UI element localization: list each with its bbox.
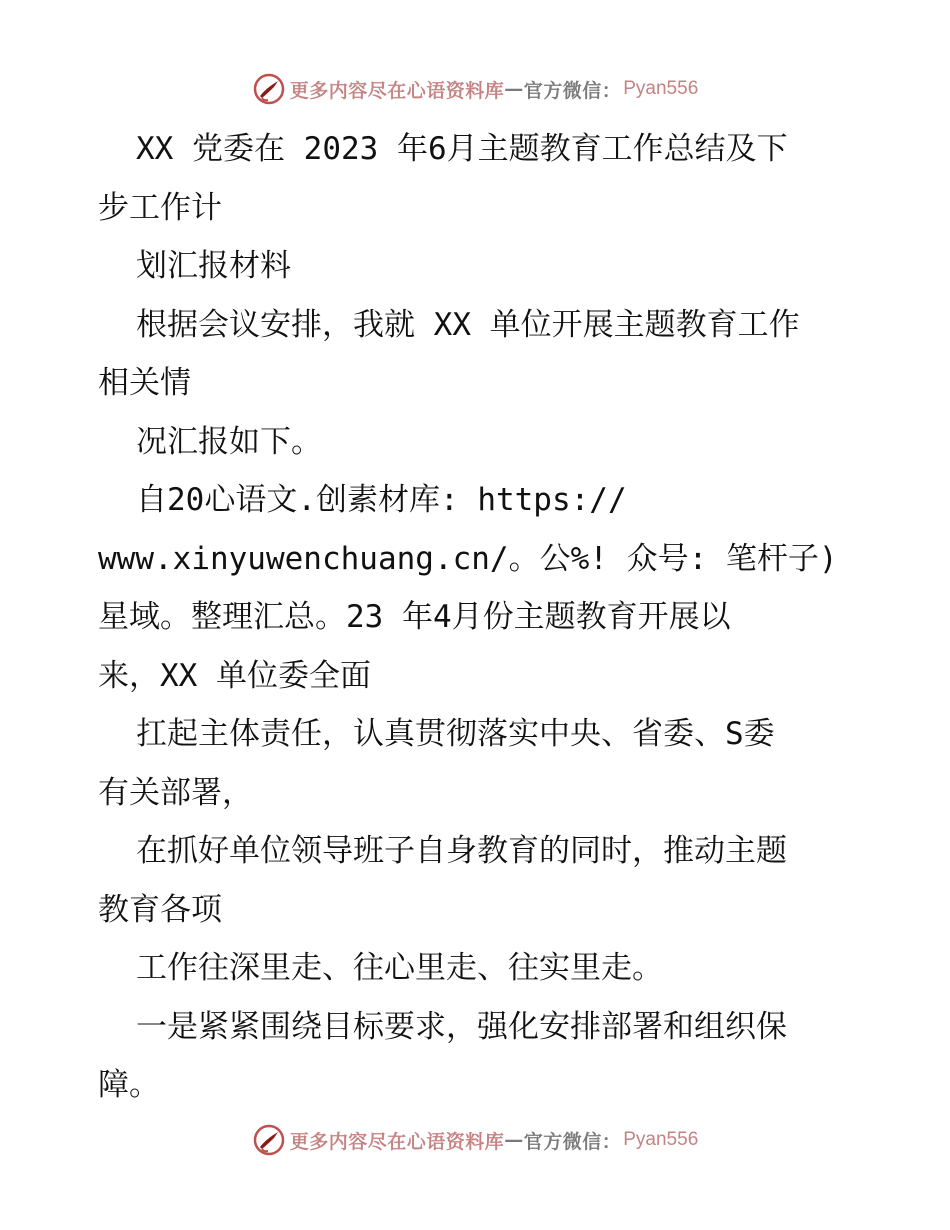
document-body (98, 120, 858, 1115)
text-line: 在抓好单位领导班子自身教育的同时，推动主题 (136, 833, 787, 869)
brush-logo-icon (252, 72, 286, 106)
text-line: 扛起主体责任，认真贯彻落实中央、省委、S委 (136, 716, 775, 752)
header-banner (0, 69, 950, 109)
text-line: 有关部署， (98, 774, 253, 811)
footer-banner (0, 1120, 950, 1160)
text-line: 划汇报材料 (136, 248, 291, 284)
text-line: 障。 (98, 1067, 160, 1103)
text-line: 自20心语文.创素材库: https:// (136, 482, 627, 518)
text-line: www.xinyuwenchuang.cn/。公%! 众号: 笔杆子) (98, 540, 838, 577)
wechat-id: Pyan556 (623, 1129, 699, 1150)
text-line: 步工作计 (98, 189, 222, 226)
wechat-id: Pyan556 (623, 78, 699, 99)
text-line: 一是紧紧围绕目标要求，强化安排部署和组织保 (136, 1008, 787, 1045)
banner-dash: — (504, 1129, 524, 1151)
text-line: 相关情 (98, 365, 191, 401)
text-line: XX 党委在 2023 年6月主题教育工作总结及下 (136, 131, 788, 167)
site-name-text: 更多内容尽在心语资料库 (289, 1130, 505, 1153)
site-name-text: 更多内容尽在心语资料库 (289, 79, 505, 102)
brush-logo-icon (252, 1123, 286, 1157)
text-line: 工作往深里走、往心里走、往实里走。 (136, 950, 663, 986)
text-line: 来，XX 单位委全面 (98, 657, 371, 694)
banner-dash: — (504, 78, 524, 100)
wechat-label: 官方微信： (523, 1130, 622, 1153)
text-line: 根据会议安排，我就 XX 单位开展主题教育工作 (136, 306, 800, 343)
text-line: 教育各项 (98, 891, 222, 928)
text-line: 星域。整理汇总。23 年4月份主题教育开展以 (98, 599, 731, 635)
text-line: 况汇报如下。 (136, 423, 322, 460)
wechat-label: 官方微信： (523, 79, 622, 102)
